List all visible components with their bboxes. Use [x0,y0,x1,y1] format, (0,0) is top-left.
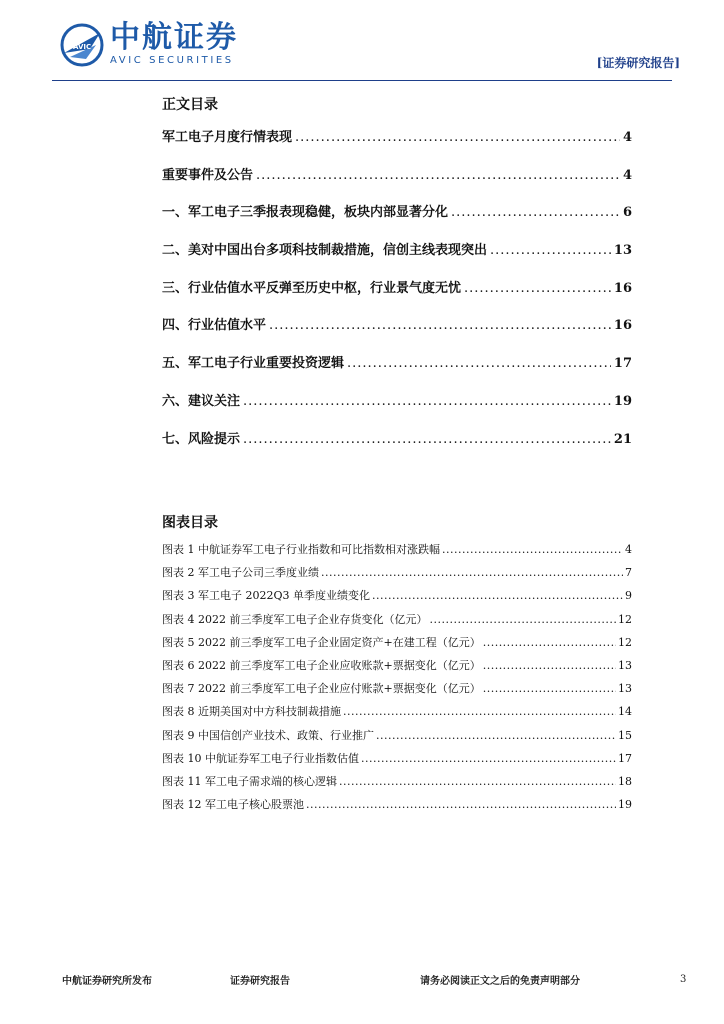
header-divider [52,80,672,81]
figure-leader-dots [361,751,616,767]
figure-item-title: 图表 12 军工电子核心股票池 [162,798,304,812]
figure-item-title: 图表 8 近期美国对中方科技制裁措施 [162,705,341,719]
toc-leader-dots [464,279,611,299]
figure-item-title: 图表 9 中国信创产业技术、政策、行业推广 [162,728,374,742]
toc-title: 正文目录 [162,97,218,113]
figure-item-page: 12 [618,635,632,649]
figures-toc-title: 图表目录 [162,515,218,531]
figure-leader-dots [442,542,623,558]
figure-item-title: 图表 2 军工电子公司三季度业绩 [162,566,319,580]
figure-item-title: 图表 7 2022 前三季度军工电子企业应付账款+票据变化（亿元） [162,682,481,696]
figure-item-page: 12 [618,612,632,626]
toc-item-title: 二、美对中国出台多项科技制裁措施，信创主线表现突出 [162,243,488,259]
toc-item-title: 六、建议关注 [162,393,241,409]
toc-item-page: 16 [613,280,632,296]
logo-mark-text: AVIC [73,42,92,51]
toc-item-title: 五、军工电子行业重要投资逻辑 [162,356,345,372]
toc-leader-dots [347,354,611,374]
figure-leader-dots [339,774,616,790]
toc-leader-dots [269,316,611,336]
figure-leader-dots [376,728,616,744]
toc-item-page: 13 [613,243,632,259]
figure-item[interactable] [162,588,632,611]
figure-item-title: 图表 1 中航证券军工电子行业指数和可比指数相对涨跌幅 [162,543,440,556]
figure-item-title: 图表 6 2022 前三季度军工电子企业应收账款+票据变化（亿元） [162,658,481,672]
figure-item-title: 图表 10 中航证券军工电子行业指数估值 [162,751,359,765]
toc-item-page: 6 [622,205,632,221]
figure-leader-dots [483,658,616,674]
figure-item[interactable] [162,751,632,774]
figure-item-page: 4 [625,543,632,556]
toc-item-title: 重要事件及公告 [162,167,254,183]
figure-item-title: 图表 4 2022 前三季度军工电子企业存货变化（亿元） [162,612,428,626]
figure-item-page: 9 [625,589,632,603]
figure-item[interactable] [162,704,632,727]
footer-report-type: 证券研究报告 [230,976,290,987]
toc-item-title: 四、行业估值水平 [162,318,267,334]
footer-page-number: 3 [680,974,687,985]
toc-item[interactable] [162,354,632,392]
toc-item-title: 三、行业估值水平反弹至历史中枢，行业景气度无忧 [162,280,462,296]
figure-item[interactable] [162,728,632,751]
figure-item-title: 图表 11 军工电子需求端的核心逻辑 [162,774,337,788]
company-logo [60,22,238,67]
figure-item[interactable] [162,542,632,565]
figure-item[interactable] [162,774,632,797]
toc-item[interactable] [162,279,632,317]
figure-item[interactable] [162,797,632,820]
report-tag: [证券研究报告] [596,56,680,70]
figure-leader-dots [306,797,616,813]
toc-item-title: 一、军工电子三季报表现稳健，板块内部显著分化 [162,205,449,221]
figure-item[interactable] [162,681,632,704]
toc-leader-dots [243,392,611,412]
figure-item[interactable] [162,658,632,681]
toc-item-title: 军工电子月度行情表现 [162,130,293,145]
figure-item[interactable] [162,612,632,635]
logo-chinese-name: 中航证券 [110,20,238,55]
figures-list [162,542,632,820]
toc-item[interactable] [162,392,632,430]
figure-item-title: 图表 3 军工电子 2022Q3 单季度业绩变化 [162,589,370,603]
figure-item-page: 7 [625,566,632,580]
figure-item-page: 14 [618,705,632,719]
figure-item[interactable] [162,565,632,588]
toc-leader-dots [295,128,620,148]
figure-leader-dots [429,612,616,628]
toc-item-page: 19 [613,393,632,409]
toc-item-page: 4 [622,130,632,145]
footer-publisher: 中航证券研究所发布 [62,976,152,987]
toc-item-page: 21 [613,431,632,447]
page-header [60,22,680,82]
figure-item-page: 13 [618,658,632,672]
figure-item-page: 17 [618,751,632,765]
toc-leader-dots [451,203,620,223]
toc-leader-dots [243,430,611,450]
toc-item-title: 七、风险提示 [162,431,241,447]
toc-item[interactable] [162,128,632,166]
toc-item-page: 17 [613,356,632,372]
figure-item-title: 图表 5 2022 前三季度军工电子企业固定资产+在建工程（亿元） [162,635,481,649]
toc-item[interactable] [162,316,632,354]
toc-leader-dots [256,166,620,186]
figure-item-page: 19 [618,798,632,812]
toc-item[interactable] [162,241,632,279]
footer-disclaimer: 请务必阅读正文之后的免责声明部分 [420,976,580,987]
figure-leader-dots [483,635,616,651]
toc-leader-dots [490,241,611,261]
figure-item-page: 15 [618,728,632,742]
toc-list [162,128,632,467]
figure-item[interactable] [162,635,632,658]
toc-item[interactable] [162,203,632,241]
toc-item[interactable] [162,166,632,204]
toc-item-page: 16 [613,318,632,334]
toc-item[interactable] [162,430,632,468]
logo-english-name: AVIC SECURITIES [110,55,234,66]
figure-item-page: 18 [618,774,632,788]
figure-leader-dots [372,588,623,604]
figure-item-page: 13 [618,682,632,696]
figure-leader-dots [321,565,623,581]
figure-leader-dots [343,704,616,720]
avic-logo-icon [60,23,104,67]
figure-leader-dots [483,681,616,697]
toc-item-page: 4 [622,167,632,183]
